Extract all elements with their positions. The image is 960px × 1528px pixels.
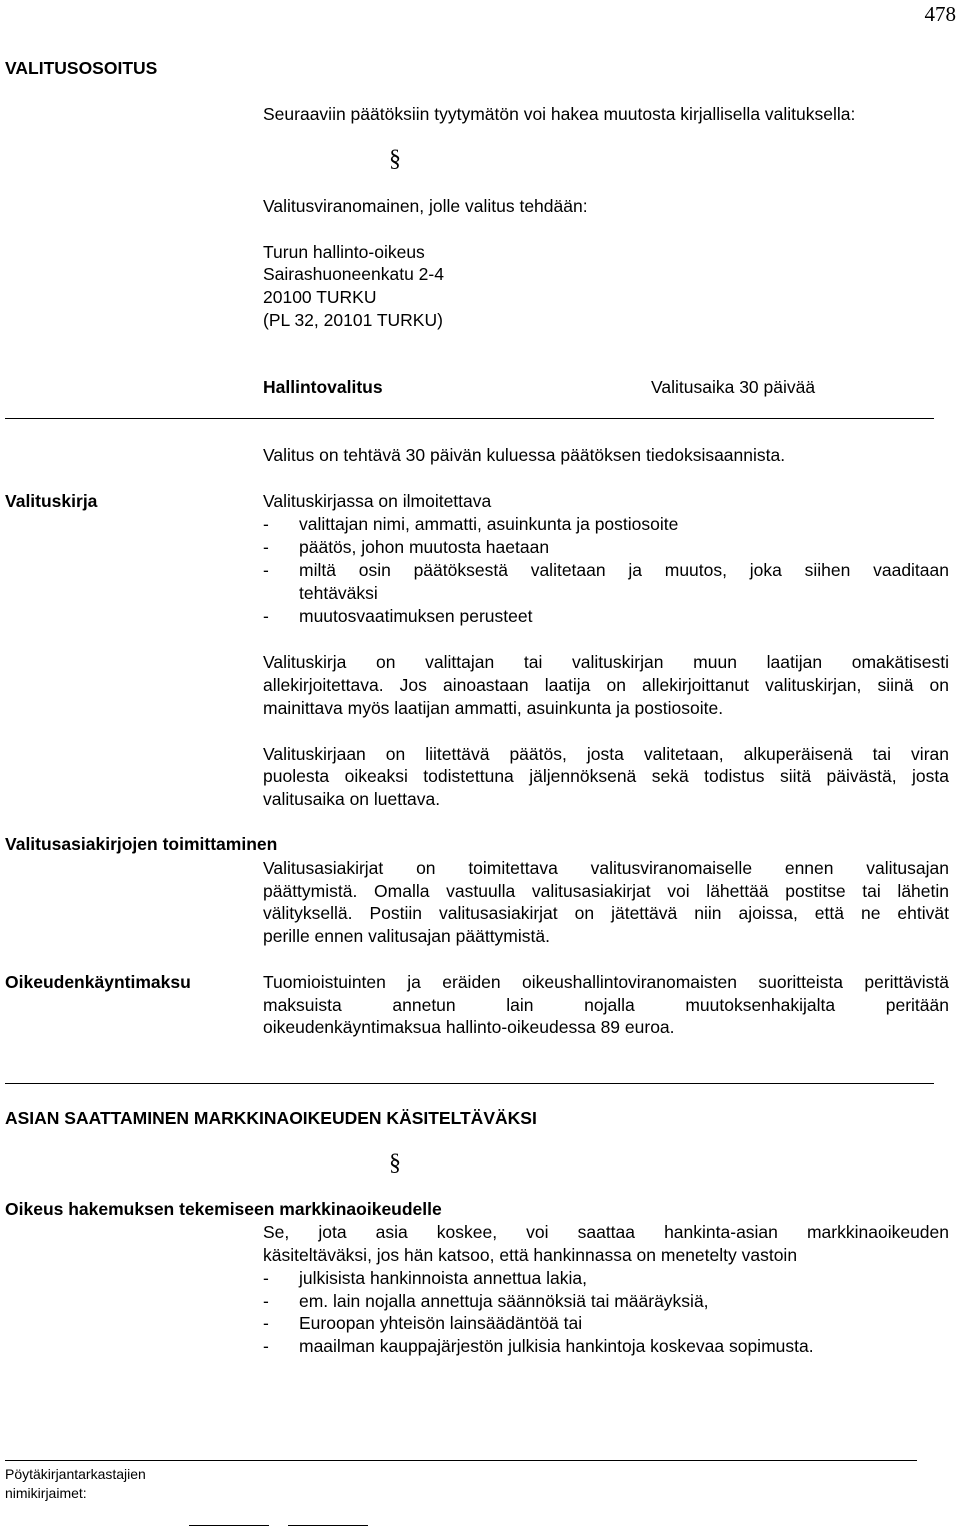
market-court-heading: ASIAN SAATTAMINEN MARKKINAOIKEUDEN KÄSITELTÄVÄKSI (5, 1108, 537, 1128)
authority-address-line: (PL 32, 20101 TURKU) (263, 310, 443, 330)
list-item: valittajan nimi, ammatti, asuinkunta ja postiosoite (299, 514, 679, 534)
list-dash: - (263, 514, 269, 534)
authority-address-line: Sairashuoneenkatu 2-4 (263, 264, 444, 284)
market-court-subheading: Oikeus hakemuksen tekemiseen markkinaoikeudelle (5, 1199, 442, 1219)
list-dash: - (263, 1268, 269, 1288)
letter-intro: Valituskirjassa on ilmoitettava (263, 491, 492, 511)
list-item: muutosvaatimuksen perusteet (299, 606, 533, 626)
paragraph-line: Valituskirja on valittajan tai valituskirjan muun laatijan omakätisesti (263, 652, 949, 672)
page-number: 478 (924, 2, 956, 26)
paragraph-line: perille ennen valitusajan päättymistä. (263, 926, 550, 946)
delivery-label: Valitusasiakirjojen toimittaminen (5, 834, 278, 854)
paragraph-line: Tuomioistuinten ja eräiden oikeushallintoviranomaisten suoritteista perittävistä (263, 972, 949, 992)
list-dash: - (263, 1291, 269, 1311)
authority-address-line: 20100 TURKU (263, 287, 377, 307)
fee-label: Oikeudenkäyntimaksu (5, 972, 191, 992)
divider (5, 418, 934, 419)
authority-heading: Valitusviranomainen, jolle valitus tehdään: (263, 196, 588, 216)
intro-text: Seuraaviin päätöksiin tyytymätön voi hakea muutosta kirjallisella valituksella: (263, 104, 856, 124)
paragraph-line: Valitusasiakirjat on toimitettava valitusviranomaiselle ennen valitusajan (263, 858, 949, 878)
section-mark: § (389, 1150, 401, 1176)
appeal-period: Valitusaika 30 päivää (651, 377, 816, 397)
paragraph-line: oikeudenkäyntimaksua hallinto-oikeudessa 89 euroa. (263, 1017, 675, 1037)
list-item: miltä osin päätöksestä valitetaan ja muutos, joka siihen vaaditaan (299, 560, 949, 580)
paragraph-line: allekirjoitettava. Jos ainoastaan laatija on allekirjoittanut valituskirjan, siinä on (263, 675, 949, 695)
paragraph-line: mainittava myös laatijan ammatti, asuinkunta ja postiosoite. (263, 698, 724, 718)
authority-address-line: Turun hallinto-oikeus (263, 242, 425, 262)
appeal-deadline: Valitus on tehtävä 30 päivän kuluessa päätöksen tiedoksisaannista. (263, 445, 786, 465)
list-dash: - (263, 606, 269, 626)
paragraph-line: maksuista annetun lain nojalla muutoksenhakijalta peritään (263, 995, 949, 1015)
initials-blank (288, 1525, 368, 1526)
paragraph-line: välityksellä. Postiin valitusasiakirjat on jätettävä niin ajoissa, että ne ehtivät (263, 903, 949, 923)
list-item-continuation: tehtäväksi (299, 583, 378, 603)
divider (5, 1083, 934, 1084)
list-item: päätös, johon muutosta haetaan (299, 537, 550, 557)
list-item: maailman kauppajärjestön julkisia hankintoja koskevaa sopimusta. (299, 1336, 814, 1356)
paragraph-line: valitusaika on luettava. (263, 789, 441, 809)
footer-label: nimikirjaimet: (5, 1485, 87, 1501)
appeal-type: Hallintovalitus (263, 377, 383, 397)
initials-blank (189, 1525, 269, 1526)
list-item: em. lain nojalla annettuja säännöksiä tai määräyksiä, (299, 1291, 709, 1311)
list-dash: - (263, 1313, 269, 1333)
doc-title: VALITUSOSOITUS (5, 58, 158, 78)
list-dash: - (263, 1336, 269, 1356)
list-dash: - (263, 560, 269, 580)
letter-label: Valituskirja (5, 491, 98, 511)
paragraph-line: Valituskirjaan on liitettävä päätös, josta valitetaan, alkuperäisenä tai viran (263, 744, 949, 764)
list-dash: - (263, 537, 269, 557)
list-item: Euroopan yhteisön lainsäädäntöä tai (299, 1313, 583, 1333)
section-mark: § (389, 146, 401, 172)
footer-label: Pöytäkirjantarkastajien (5, 1466, 146, 1482)
list-item: julkisista hankinnoista annettua lakia, (299, 1268, 587, 1288)
paragraph-line: puolesta oikeaksi todistettuna jäljennöksenä sekä todistus siitä päivästä, josta (263, 766, 949, 786)
footer-rule (5, 1460, 917, 1461)
paragraph-line: käsiteltäväksi, jos hän katsoo, että hankinnassa on menetelty vastoin (263, 1245, 798, 1265)
paragraph-line: Se, jota asia koskee, voi saattaa hankinta-asian markkinaoikeuden (263, 1222, 949, 1242)
paragraph-line: päättymistä. Omalla vastuulla valitusasiakirjat voi lähettää postitse tai lähetin (263, 881, 949, 901)
